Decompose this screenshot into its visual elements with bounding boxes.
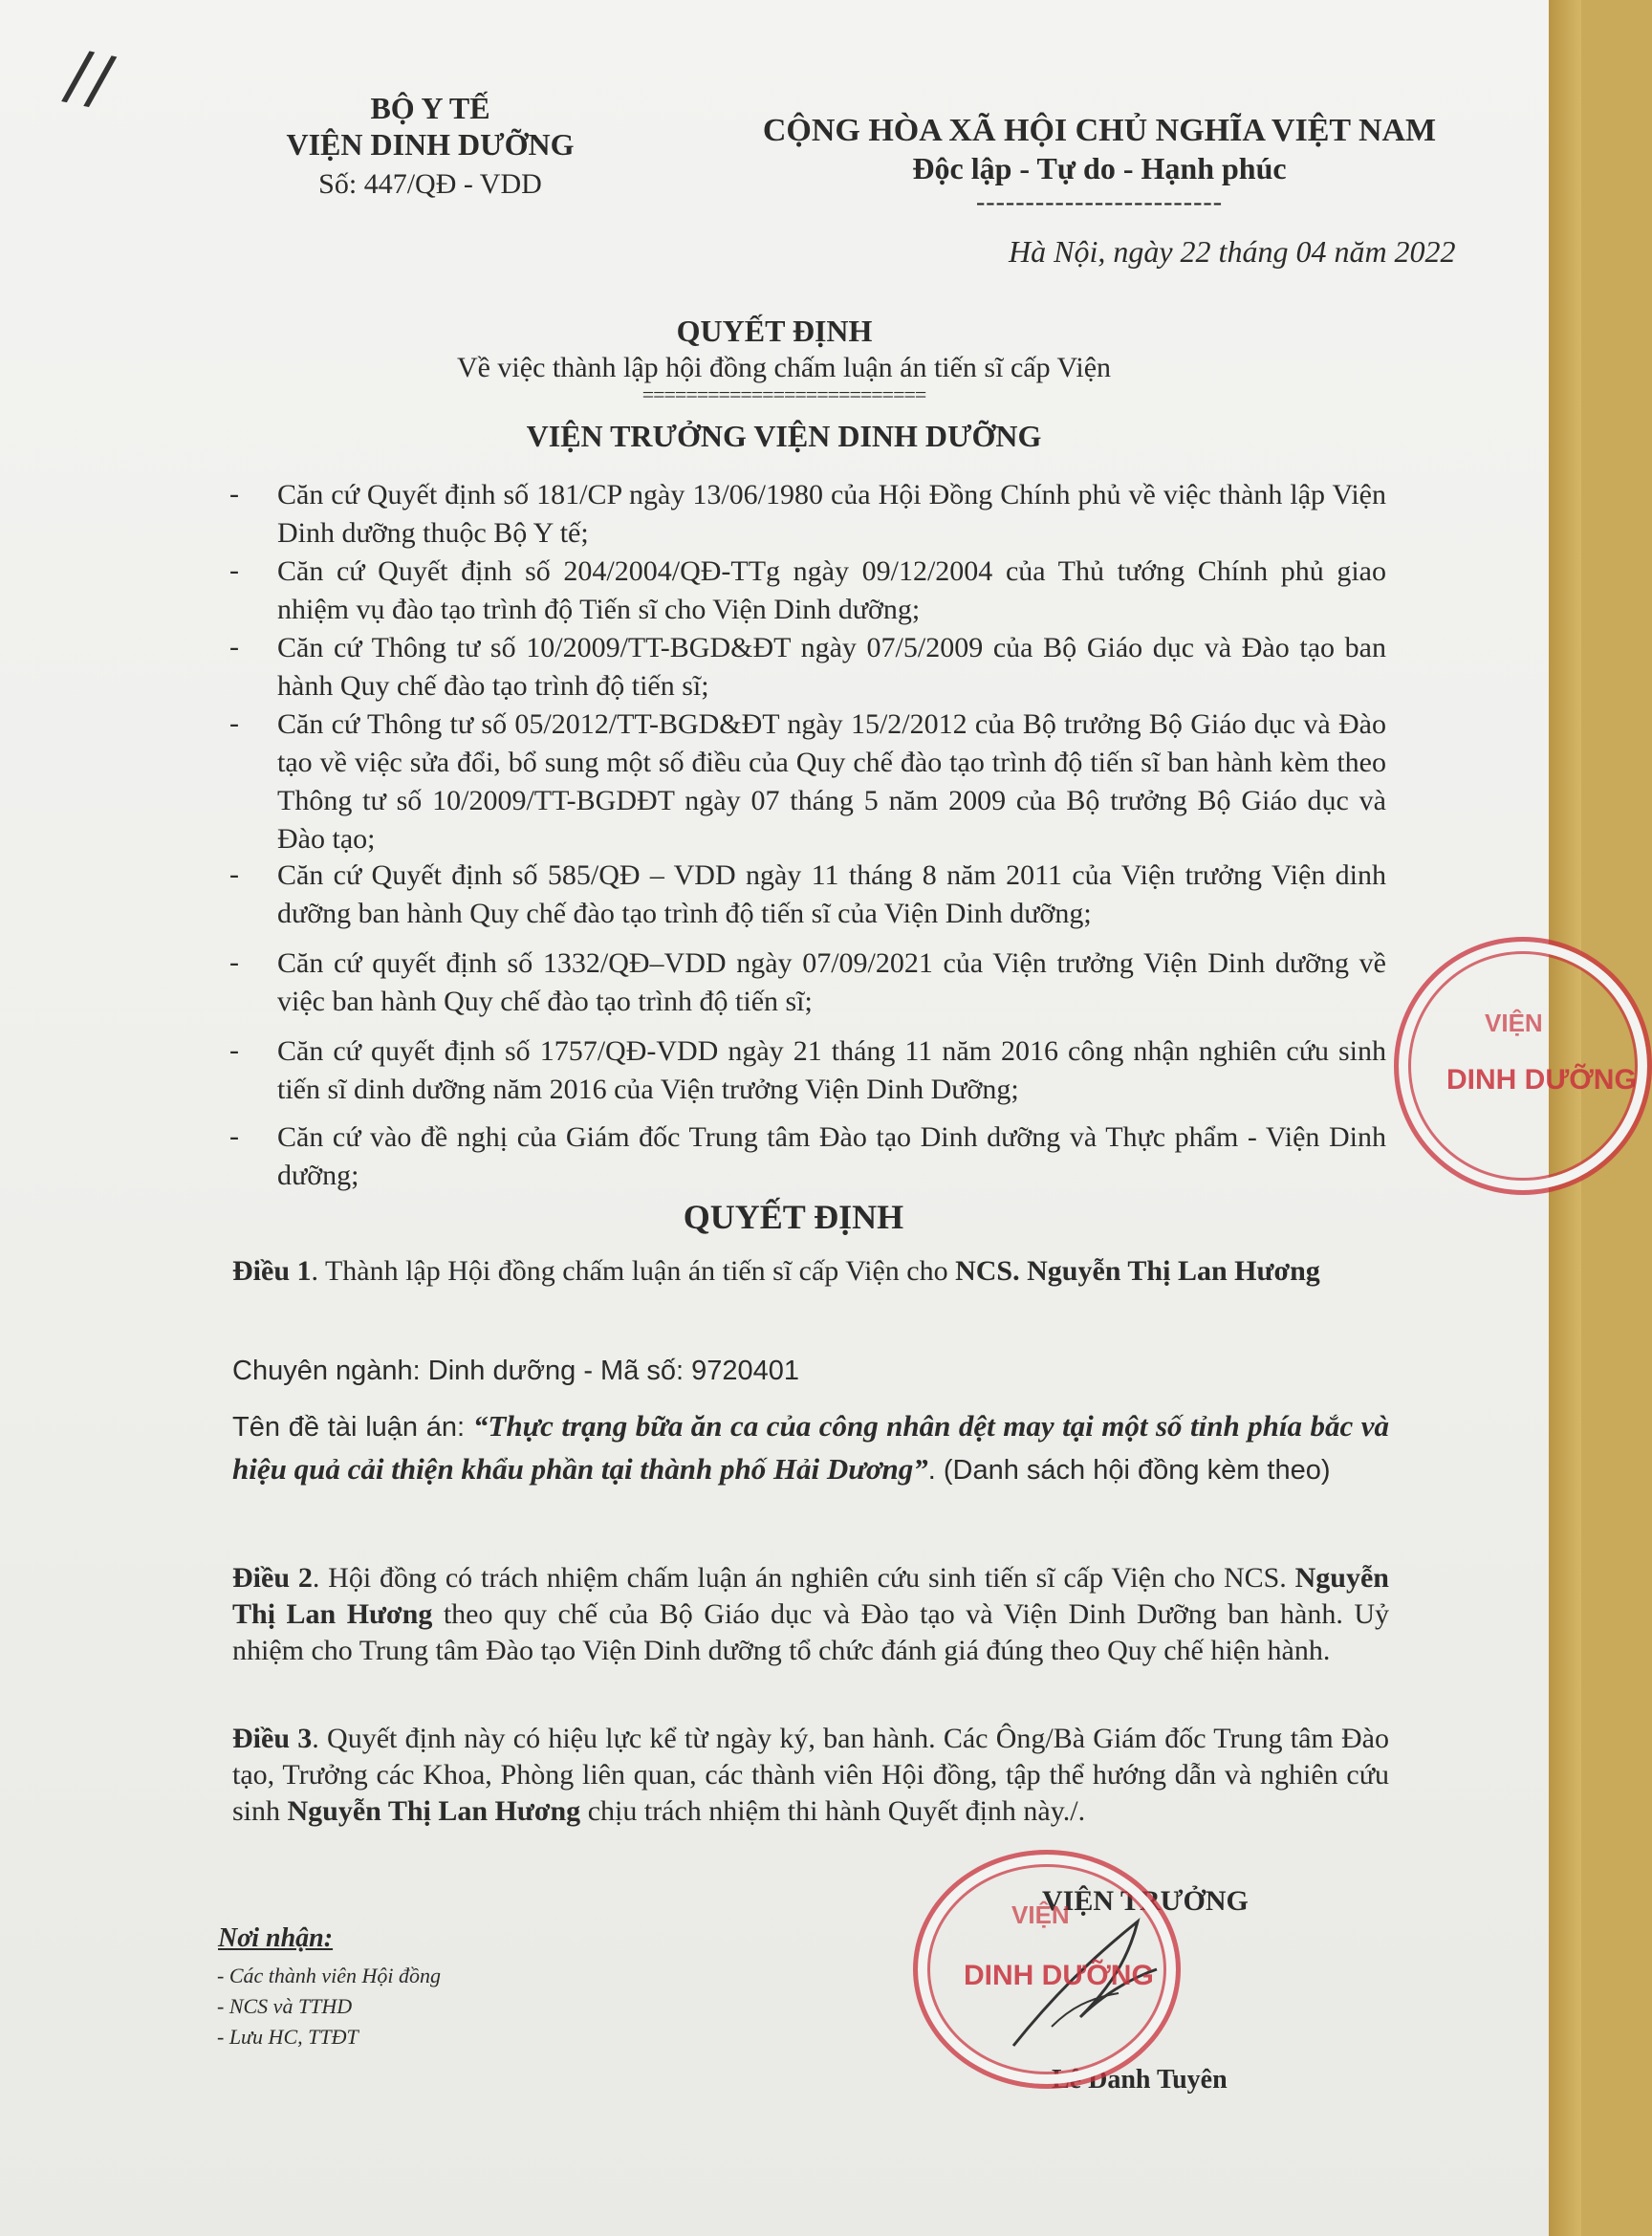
- article-2-text-a: . Hội đồng có trách nhiệm chấm luận án nghiên cứu sinh tiến sĩ cấp Viện cho NCS.: [312, 1562, 1295, 1594]
- thesis-title-line: [232, 1405, 1389, 1491]
- republic-title: CỘNG HÒA XÃ HỘI CHỦ NGHĨA VIỆT NAM: [762, 113, 1437, 148]
- recipient-item: - Các thành viên Hội đồng: [217, 1964, 442, 1987]
- margin-seal-main-text: DINH DƯỠNG: [1446, 1064, 1637, 1096]
- basis-item: Căn cứ Thông tư số 05/2012/TT-BGD&ĐT ngày 15/2/2012 của Bộ trưởng Bộ Giáo dục và Đào tạo về việc sửa đổi, bổ sung một số điều của Quy chế đào tạo trình độ tiến sĩ ban hành kèm theo Thông tư số 10/2009/TT-BGDĐT ngày 07 tháng 5 năm 2009 của Bộ trưởng Bộ Giáo dục và Đào tạo;: [277, 708, 1386, 855]
- recipient-item: - Lưu HC, TTĐT: [217, 2025, 359, 2049]
- article-1: [232, 1248, 1389, 1295]
- article-1-text: . Thành lập Hội đồng chấm luận án tiến sĩ cấp Viện cho: [311, 1255, 956, 1287]
- signer-name: Lê Danh Tuyên: [1052, 2065, 1228, 2095]
- ministry-name: BỘ Y TẾ: [370, 91, 490, 125]
- article-1-label: Điều 1: [232, 1255, 312, 1287]
- basis-item: Căn cứ vào đề nghị của Giám đốc Trung tâm Đào tạo Dinh dưỡng và Thực phẩm - Viện Dinh dưỡng;: [277, 1121, 1386, 1191]
- major-line: Chuyên ngành: Dinh dưỡng - Mã số: 9720401: [232, 1356, 800, 1386]
- handwritten-mark: //: [58, 33, 120, 121]
- article-2-label: Điều 2: [232, 1562, 313, 1594]
- recipient-item: - NCS và TTHD: [217, 1994, 353, 2018]
- thesis-title-suffix: . (Danh sách hội đồng kèm theo): [927, 1455, 1331, 1486]
- article-2: [232, 1560, 1389, 1669]
- bullet-dash: -: [229, 478, 239, 510]
- national-motto: Độc lập - Tự do - Hạnh phúc: [912, 151, 1287, 185]
- bullet-dash: -: [229, 631, 239, 662]
- bullet-dash: -: [229, 554, 239, 586]
- basis-item: Căn cứ quyết định số 1757/QĐ-VDD ngày 21 tháng 11 năm 2016 công nhận nghiên cứu sinh tiến sĩ dinh dưỡng năm 2016 của Viện trưởng Viện Dinh Dưỡng;: [277, 1035, 1386, 1105]
- official-seal: [913, 1850, 1181, 2089]
- bullet-dash: -: [229, 946, 239, 978]
- article-3-name: Nguyễn Thị Lan Hương: [287, 1795, 581, 1827]
- signer-title: VIỆN TRƯỞNG: [1042, 1885, 1249, 1917]
- margin-seal-top-text: VIỆN: [1485, 1009, 1543, 1037]
- basis-item: Căn cứ Quyết định số 181/CP ngày 13/06/1980 của Hội Đồng Chính phủ về việc thành lập Viện Dinh dưỡng thuộc Bộ Y tế;: [277, 479, 1386, 549]
- article-3-text-b: chịu trách nhiệm thi hành Quyết định này./.: [580, 1795, 1086, 1827]
- article-2-name: Nguyễn Thị Lan Hương: [232, 1562, 1389, 1630]
- document-subject: Về việc thành lập hội đồng chấm luận án tiến sĩ cấp Viện: [456, 352, 1112, 383]
- margin-seal: [1394, 937, 1652, 1195]
- bullet-dash: -: [229, 858, 239, 890]
- motto-rule: -------------------------: [975, 187, 1224, 217]
- basis-item: Căn cứ Thông tư số 10/2009/TT-BGD&ĐT ngày 07/5/2009 của Bộ Giáo dục và Đào tạo ban hành Quy chế đào tạo trình độ tiến sĩ;: [277, 632, 1386, 702]
- document-number: Số: 447/QĐ - VDD: [318, 168, 542, 200]
- candidate-name: NCS. Nguyễn Thị Lan Hương: [955, 1255, 1320, 1287]
- subject-rule: ==========================: [641, 382, 926, 406]
- article-2-text-b: theo quy chế của Bộ Giáo dục và Đào tạo và Viện Dinh Dưỡng ban hành. Uỷ nhiệm cho Trung tâm Đào tạo Viện Dinh dưỡng tổ chức đánh giá đúng theo Quy chế hiện hành.: [232, 1598, 1390, 1666]
- issue-date: Hà Nội, ngày 22 tháng 04 năm 2022: [1009, 234, 1456, 269]
- institute-name: VIỆN DINH DƯỠNG: [286, 127, 575, 162]
- document-type: QUYẾT ĐỊNH: [676, 314, 873, 348]
- article-3-text-a: . Quyết định này có hiệu lực kể từ ngày ký, ban hành. Các Ông/Bà Giám đốc Trung tâm Đào tạo, Trưởng các Khoa, Phòng liên quan, các thành viên Hội đồng, tập thể hướng dẫn và nghiên cứu sinh: [232, 1723, 1389, 1827]
- basis-item: Căn cứ Quyết định số 204/2004/QĐ-TTg ngày 09/12/2004 của Thủ tướng Chính phủ giao nhiệm vụ đào tạo trình độ Tiến sĩ cho Viện Dinh dưỡng;: [277, 555, 1386, 625]
- bullet-dash: -: [229, 1034, 239, 1066]
- thesis-title: “Thực trạng bữa ăn ca của công nhân dệt may tại một số tỉnh phía bắc và hiệu quả cải thiện khẩu phần tại thành phố Hải Dương”: [232, 1409, 1389, 1486]
- article-3: [232, 1721, 1389, 1830]
- basis-item: Căn cứ quyết định số 1332/QĐ–VDD ngày 07/09/2021 của Viện trưởng Viện Dinh dưỡng về việc ban hành Quy chế đào tạo trình độ tiến sĩ;: [277, 947, 1386, 1017]
- bullet-dash: -: [229, 707, 239, 739]
- article-3-label: Điều 3: [232, 1723, 313, 1754]
- issuing-authority: VIỆN TRƯỞNG VIỆN DINH DƯỠNG: [526, 419, 1042, 453]
- recipients-heading: Nơi nhận:: [218, 1923, 334, 1953]
- seal-main-text: DINH DƯỠNG: [964, 1960, 1154, 1991]
- decision-heading: QUYẾT ĐỊNH: [683, 1198, 904, 1236]
- seal-top-text: VIỆN: [1011, 1900, 1070, 1929]
- thesis-title-prefix: Tên đề tài luận án:: [232, 1412, 473, 1443]
- basis-item: Căn cứ Quyết định số 585/QĐ – VDD ngày 11 tháng 8 năm 2011 của Viện trưởng Viện dinh dưỡng ban hành Quy chế đào tạo trình độ tiến sĩ của Viện Dinh dưỡng;: [277, 859, 1386, 929]
- bullet-dash: -: [229, 1120, 239, 1152]
